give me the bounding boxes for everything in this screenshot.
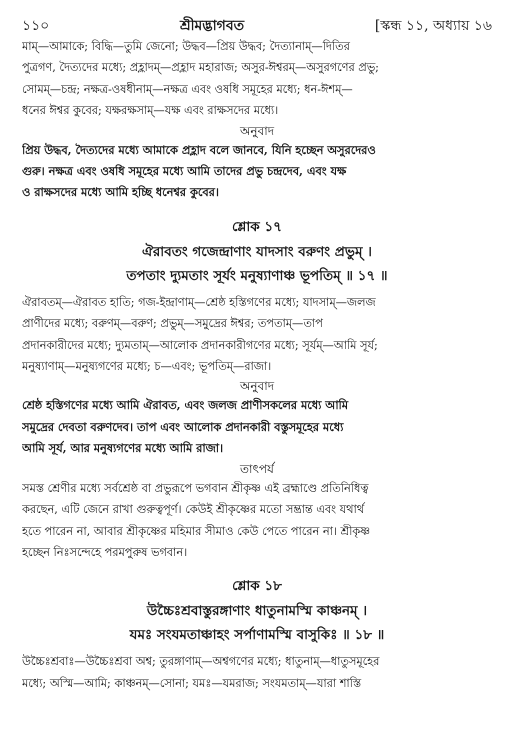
translation-heading: অনুবাদ: [239, 379, 275, 394]
synonym-line: প্রাণীদের মধ্যে; বরুণম্—বরুণ; প্রভুম্—সমুদ্রের ঈশ্বর; তপতাম্—তাপ: [22, 317, 323, 331]
page-header: [22, 14, 492, 36]
synonym-line: পুত্রগণ, দৈত্যদের মধ্যে; প্রহ্লাদম্—প্রহ্লাদ মহারাজ; অসুর-ঈশ্বরম্—অসুরগণের প্রভু;: [22, 61, 379, 75]
synonym-line: মাম্—আমাকে; বিদ্ধি—তুমি জেনো; উদ্ধব—প্রিয় উদ্ধব; দৈত্যানাম্—দিতির: [22, 40, 350, 53]
verse-number: শ্লোক ১৮: [232, 578, 282, 595]
verse-line: যমঃ সংযমতাঞ্চাহং সর্পাণামস্মি বাসুকিঃ ॥ ১৮ ॥: [129, 627, 385, 644]
translation-line: গুরু। নক্ষত্র এবং ওষধি সমূহের মধ্যে আমি তাদের প্রভু চন্দ্রদেব, এবং যক্ষ: [22, 164, 347, 179]
translation-line: শ্রেষ্ঠ হস্তিগণের মধ্যে আমি ঐরাবত, এবং জলজ প্রাণীসকলের মধ্যে আমি: [22, 398, 348, 413]
translation-line: আমি সূর্য, আর মনুষ্যগণের মধ্যে আমি রাজা।: [22, 441, 224, 456]
synonyms-verse-16: [22, 36, 492, 122]
synonym-line: প্রদানকারীদের মধ্যে; দ্যুমতাম্—আলোক প্রদানকারীগণের মধ্যে; সূর্যম্—আমি সূর্য;: [22, 338, 378, 352]
book-page: [22, 14, 492, 694]
synonym-line: উচ্চৈঃশ্রবাঃ—উচ্চৈঃশ্রবা অশ্ব; তুরঙ্গাণাম্—অশ্বগণের মধ্যে; ধাতুনাম্—ধাতুসমূহের: [22, 655, 380, 669]
purport-line: করছেন, এটি জেনে রাখা গুরুত্বপূর্ণ। কেউই শ্রীকৃষ্ণের মতো সম্ভ্রান্ত এবং যথার্থ: [22, 503, 365, 517]
translation-line: প্রিয় উদ্ধব, দৈত্যদের মধ্যে আমাকে প্রহ্লাদ বলে জানবে, যিনি হচ্ছেন অসুরদেরও: [22, 142, 376, 157]
translation-verse-16: [22, 140, 492, 204]
translation-line: সমুদ্রের দেবতা বরুণদেব। তাপ এবং আলোক প্রদানকারী বস্তুসমূহের মধ্যে: [22, 419, 344, 434]
synonyms-verse-17: [22, 292, 492, 378]
translation-heading: অনুবাদ: [239, 123, 275, 138]
page-number: ১১০: [22, 18, 50, 34]
synonym-line: সোমম্—চন্দ্র; নক্ষত্র-ওষধীনাম্—নক্ষত্র এবং ওষধি সমূহের মধ্যে; ধন-ঈশম্—: [22, 82, 353, 96]
purport-verse-17: [22, 478, 492, 564]
chapter-reference: [স্কন্ধ ১১, অধ্যায় ১৬: [374, 18, 492, 34]
synonym-line: ধনের ঈশ্বর কুবের; যক্ষরক্ষসাম্—যক্ষ এবং রাক্ষসদের মধ্যে।: [22, 104, 279, 118]
verse-line: ঐরাবতং গজেন্দ্রাণাং যাদসাং বরুণং প্রভুম্ ।: [142, 243, 372, 260]
translation-line: ও রাক্ষসদের মধ্যে আমি হচ্ছি ধনেশ্বর কুবের।: [22, 185, 219, 200]
translation-verse-17: [22, 395, 492, 459]
running-title: শ্রীমদ্ভাগবত: [179, 18, 245, 34]
synonyms-verse-18: [22, 651, 492, 694]
verse-line: তপতাং দ্যুমতাং সূর্যং মনুষ্যাণাঞ্চ ভূপতিম্ ॥ ১৭ ॥: [126, 267, 388, 284]
purport-heading: তাৎপর্য: [240, 461, 274, 476]
synonym-line: মনুষ্যাণাম্—মনুষ্যগণের মধ্যে; চ—এবং; ভূপতিম্—রাজা।: [22, 360, 272, 374]
purport-line: হতে পারেন না, আবার শ্রীকৃষ্ণের মহিমার সীমাও কেউ পেতে পারেন না। শ্রীকৃষ্ণ: [22, 524, 370, 538]
verse-line: উচ্চৈঃশ্রবাস্তুরঙ্গাণাং ধাতুনামস্মি কাঞ্চনম্ ।: [146, 603, 368, 620]
synonym-line: ঐরাবতম্—ঐরাবত হাতি; গজ-ইন্দ্রাণাম্—শ্রেষ্ঠ হস্তিগণের মধ্যে; যাদসাম্—জলজ: [22, 295, 376, 309]
purport-line: সমস্ত শ্রেণীর মধ্যে সর্বশ্রেষ্ঠ বা প্রভুরূপে ভগবান শ্রীকৃষ্ণ এই ব্রহ্মাণ্ডে প্রতিনিধিত্ব: [22, 481, 369, 495]
synonym-line: মধ্যে; অস্মি—আমি; কাঞ্চনম্—সোনা; যমঃ—যমরাজ; সংযমতাম্—যারা শাস্তি: [22, 676, 362, 690]
purport-line: হচ্ছেন নিঃসন্দেহে পরমপুরুষ ভগবান।: [22, 545, 188, 559]
verse-number: শ্লোক ১৭: [232, 218, 282, 235]
